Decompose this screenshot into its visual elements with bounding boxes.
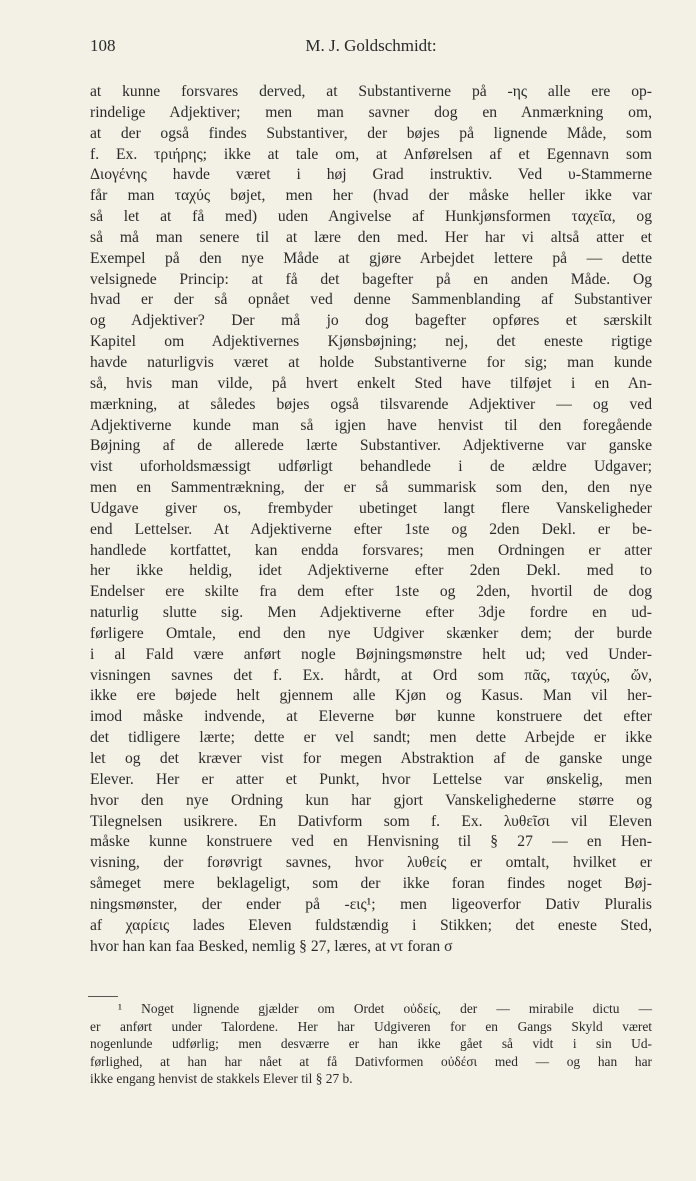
body-text-line: ningsmønster, der ender på -εις¹; men ligeoverfor Dativ Pluralis (90, 895, 652, 913)
body-text-line: hvor han kan faa Besked, nemlig § 27, læres, at ντ foran σ (90, 937, 453, 955)
footnote-line: nogenlunde udførlig; men desværre er han ikke gået så vidt i sin Ud- (90, 1036, 652, 1052)
body-text-line: Elever. Her er atter et Punkt, hvor Lettelse var ønskelig, men (90, 770, 652, 788)
running-head: M. J. Goldschmidt: (305, 36, 437, 55)
body-text-line: så, hvis man vilde, på hvert enkelt Sted have tilføjet i en An- (90, 374, 652, 392)
body-text-line: hvor den nye Ordning kun har gjort Vanskelighederne større og (90, 791, 652, 809)
body-text-line: visning, der forøvrigt savnes, hvor λυθείς er omtalt, hvilket er (90, 854, 652, 872)
body-text-line: f. Ex. τριήρης; ikke at tale om, at Anførelsen af et Egennavn som (90, 145, 652, 163)
footnote-line: ¹ Noget lignende gjælder om Ordet οὐδείς, der — mirabile dictu — (118, 1001, 652, 1016)
body-text-line: så må man senere til at lære den med. Her har vi altså atter et (90, 228, 652, 246)
body-text-line: end Lettelser. At Adjektiverne efter 1ste og 2den Dekl. er be- (90, 520, 652, 538)
body-text-line: Tilegnelsen usikrere. En Dativform som f. Ex. λυθεῖσι vil Eleven (90, 812, 652, 830)
body-text-line: men en Sammentrækning, der er så summarisk som den, den nye (90, 479, 652, 497)
body-text-line: Kapitel om Adjektivernes Kjønsbøjning; nej, det eneste rigtige (90, 333, 652, 351)
body-text-line: imod måske indvende, at Eleverne bør kunne konstruere det efter (90, 708, 652, 726)
body-text-line: ikke ere bøjede helt gjennem alle Kjøn og Kasus. Man vil her- (90, 687, 652, 705)
body-text-line: Endelser ere skilte fra dem efter 1ste og 2den, hvortil de dog (90, 583, 652, 601)
body-text-line: såmeget mere beklageligt, som der ikke foran findes noget Bøj- (90, 875, 652, 893)
body-text-line: vist uforholdsmæssigt udførligt behandlede i de ældre Udgaver; (90, 458, 652, 476)
body-text-line: at der også findes Substantiver, der bøjes på lignende Måde, som (90, 124, 652, 142)
body-text-line: visningen savnes det f. Ex. hårdt, at Ord som πᾶς, ταχύς, ὤν, (90, 666, 652, 684)
footnote-line: ikke engang henvist de stakkels Elever til § 27 b. (90, 1071, 353, 1087)
body-text-line: Exempel på den nye Måde at gjøre Arbejdet lettere på — dette (90, 249, 652, 267)
body-text-line: så let at få med) uden Angivelse af Hunkjønsformen ταχεῖα, og (90, 208, 652, 226)
page-header (90, 36, 652, 58)
body-text-line: måske kunne konstruere ved en Henvisning til § 27 — en Hen- (90, 833, 652, 851)
footnote-line: er anført under Talordene. Her har Udgiveren for en Gangs Skyld været (90, 1018, 652, 1034)
body-text-line: af χαρίεις lades Eleven fuldstændig i Stikken; det eneste Sted, (90, 916, 652, 934)
body-text-line: hvad er der så opnået ved denne Sammenblanding af Substantiver (90, 291, 652, 309)
body-text-line: mærkning, at således bøjes også tilsvarende Adjektiver — og ved (90, 395, 652, 413)
body-text-line: Διογένης havde været i høj Grad instruktiv. Ved υ-Stammerne (90, 166, 652, 184)
body-text-line: her ikke heldig, idet Adjektiverne efter 2den Dekl. med to (90, 562, 652, 580)
body-text-line: rindelige Adjektiver; men man savner dog en Anmærkning om, (90, 103, 652, 121)
page-number: 108 (90, 36, 116, 55)
body-text-line: i al Fald være anført nogle Bøjningsmønstre helt ud; ved Under- (90, 645, 652, 663)
body-text-line: at kunne forsvares derved, at Substantiverne på -ης alle ere op- (90, 83, 652, 100)
body-text-line: let og det kræver vist for megen Abstraktion af de ganske unge (90, 750, 652, 767)
body-text-line: får man ταχύς bøjet, men her (hvad der måske heller ikke var (90, 187, 652, 205)
body-text-line: Bøjning af de allerede lærte Substantiver. Adjektiverne var ganske (90, 437, 652, 455)
body-text-line: velsignede Princip: at få det bagefter på en anden Måde. Og (90, 270, 652, 288)
body-text-line: og Adjektiver? Der må jo dog bagefter opføres et særskilt (90, 312, 652, 330)
body-text-line: førligere Omtale, end den nye Udgiver skænker dem; der burde (90, 624, 652, 642)
body-text-line: Udgave giver os, frembyder ubetinget langt flere Vanskeligheder (90, 499, 652, 517)
footnote-line: førlighed, at han har nået at få Dativformen οὐδέσι med — og han har (90, 1053, 652, 1069)
body-text-line: Adjektiverne kunde man så igjen have henvist til den foregående (90, 416, 652, 434)
body-text-line: handlede kortfattet, kan endda forsvares; men Ordningen er atter (90, 541, 652, 559)
body-text (90, 82, 652, 957)
body-text-line: havde naturligvis været at holde Substantiverne for sig; man kunde (90, 353, 652, 371)
body-text-line: naturlig slutte sig. Men Adjektiverne efter 3dje fordre en ud- (90, 604, 652, 622)
body-text-line: det tidligere lærte; dette er vel sandt; men dette Arbejde er ikke (90, 729, 652, 747)
footnote-separator (88, 996, 118, 997)
footnote (90, 1000, 652, 1088)
